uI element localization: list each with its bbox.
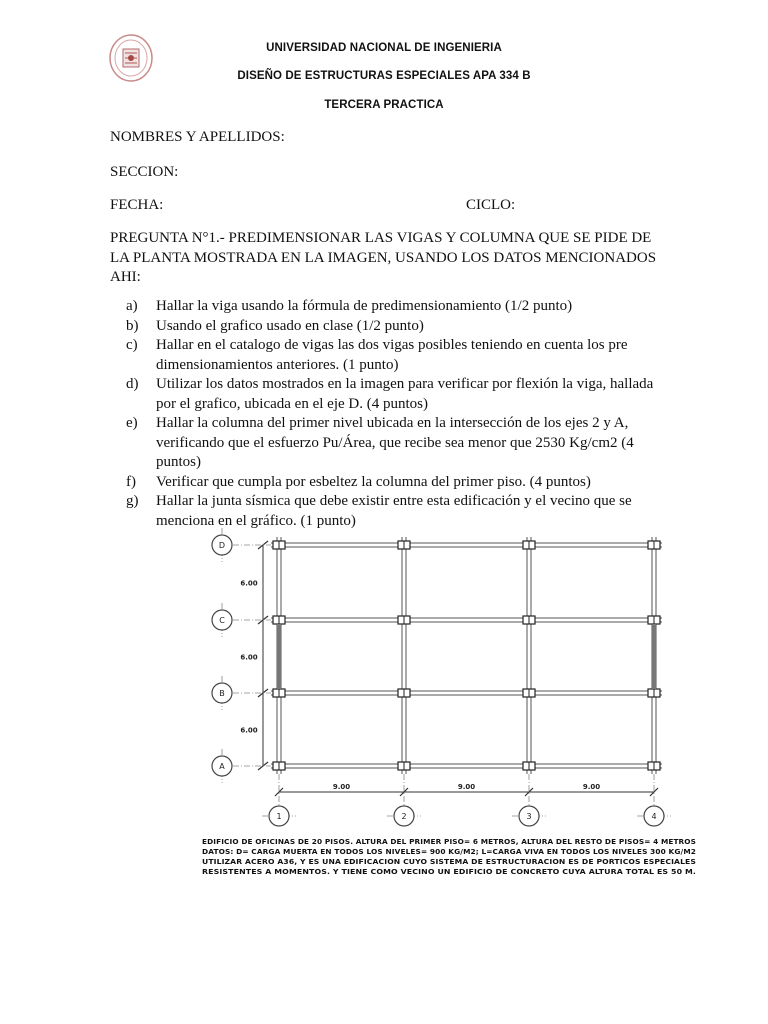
axis-label-row: A xyxy=(219,762,225,771)
item-letter: c) xyxy=(126,337,138,353)
course-title: DISEÑO DE ESTRUCTURAS ESPECIALES APA 334 B xyxy=(237,70,531,82)
axis-label-row: D xyxy=(218,541,226,550)
question-statement: PREGUNTA N°1.- PREDIMENSIONAR LAS VIGAS Y COLUMNA QUE SE PIDE DE LA PLANTA MOSTRADA EN LA IMAGEN, USANDO LOS DATOS MENCIONADOS AHI: xyxy=(110,230,657,285)
list-item xyxy=(126,492,656,531)
item-letter: a) xyxy=(126,298,138,314)
axis-label-row: B xyxy=(219,689,225,698)
brace-marker xyxy=(652,624,656,689)
list-item xyxy=(126,375,656,414)
item-text: Hallar la columna del primer nivel ubicada en la intersección de los ejes 2 y A, verificando que el esfuerzo Pu/Área, que recibe sea menor que 2530 Kg/cm2 (4 puntos) xyxy=(156,415,634,470)
row-spacing-label: 6.00 xyxy=(240,726,258,735)
axis-label-column: 4 xyxy=(651,812,657,821)
axis-label-column: 3 xyxy=(526,812,532,821)
section-field-label: SECCION: xyxy=(110,164,179,180)
row-spacing-label: 6.00 xyxy=(240,579,258,588)
axis-label-column: 1 xyxy=(276,812,282,821)
brace-marker xyxy=(277,624,281,689)
item-text: Verificar que cumpla por esbeltez la columna del primer piso. (4 puntos) xyxy=(156,473,591,490)
item-text: Hallar en el catalogo de vigas las dos vigas posibles teniendo en cuenta los pre dimensionamientos anteriores. (1 punto) xyxy=(156,337,628,373)
item-letter: b) xyxy=(126,317,139,334)
university-name: UNIVERSIDAD NACIONAL DE INGENIERIA xyxy=(266,42,502,54)
date-field-label: FECHA: xyxy=(110,197,164,213)
plan-dimensions xyxy=(240,541,658,796)
names-field-label: NOMBRES Y APELLIDOS: xyxy=(110,129,285,145)
list-item xyxy=(126,473,656,493)
structural-floor-plan xyxy=(190,528,710,890)
item-letter: d) xyxy=(126,376,139,392)
list-item xyxy=(126,336,656,375)
item-letter: f) xyxy=(126,473,136,490)
caption-line: UTILIZAR ACERO A36, Y ES UNA EDIFICACION CUYO SISTEMA DE ESTRUCTURACION ES DE PORTICOS ESPECIALES xyxy=(202,858,696,866)
item-text: Hallar la junta sísmica que debe existir entre esta edificación y el vecino que se menciona en el gráfico. (1 punto) xyxy=(156,493,632,529)
caption-line: RESISTENTES A MOMENTOS. Y TIENE COMO VECINO UN EDIFICIO DE CONCRETO CUYA ALTURA TOTAL ES 50 M. xyxy=(202,868,696,876)
question-items-list xyxy=(126,297,656,531)
item-text: Hallar la viga usando la fórmula de predimensionamiento (1/2 punto) xyxy=(156,298,573,314)
item-letter: e) xyxy=(126,415,138,431)
list-item xyxy=(126,297,656,317)
column-spacing-label: 9.00 xyxy=(582,783,601,791)
column-spacing-label: 9.00 xyxy=(332,783,351,791)
practice-title: TERCERA PRACTICA xyxy=(324,99,444,111)
caption-line: EDIFICIO DE OFICINAS DE 20 PISOS. ALTURA DEL PRIMER PISO= 6 METROS, ALTURA DEL RESTO DE PISOS= 4 METROS xyxy=(202,838,696,846)
row-spacing-label: 6.00 xyxy=(240,653,258,662)
plan-caption xyxy=(202,838,696,876)
cycle-field-label: CICLO: xyxy=(466,197,516,213)
plan-grid xyxy=(271,537,662,774)
item-text: Utilizar los datos mostrados en la imagen para verificar por flexión la viga, hallada por el grafico, ubicada en el eje D. (4 puntos) xyxy=(156,376,654,412)
list-item xyxy=(126,317,656,337)
axis-label-row: C xyxy=(219,616,225,625)
caption-line: DATOS: D= CARGA MUERTA EN TODOS LOS NIVELES= 900 KG/M2; L=CARGA VIVA EN TODOS LOS NIVELES 300 KG/M2 xyxy=(202,848,697,856)
axis-label-column: 2 xyxy=(401,812,407,821)
item-letter: g) xyxy=(126,493,139,509)
item-text: Usando el grafico usado en clase (1/2 punto) xyxy=(156,317,424,334)
list-item xyxy=(126,414,656,473)
column-spacing-label: 9.00 xyxy=(457,783,476,791)
